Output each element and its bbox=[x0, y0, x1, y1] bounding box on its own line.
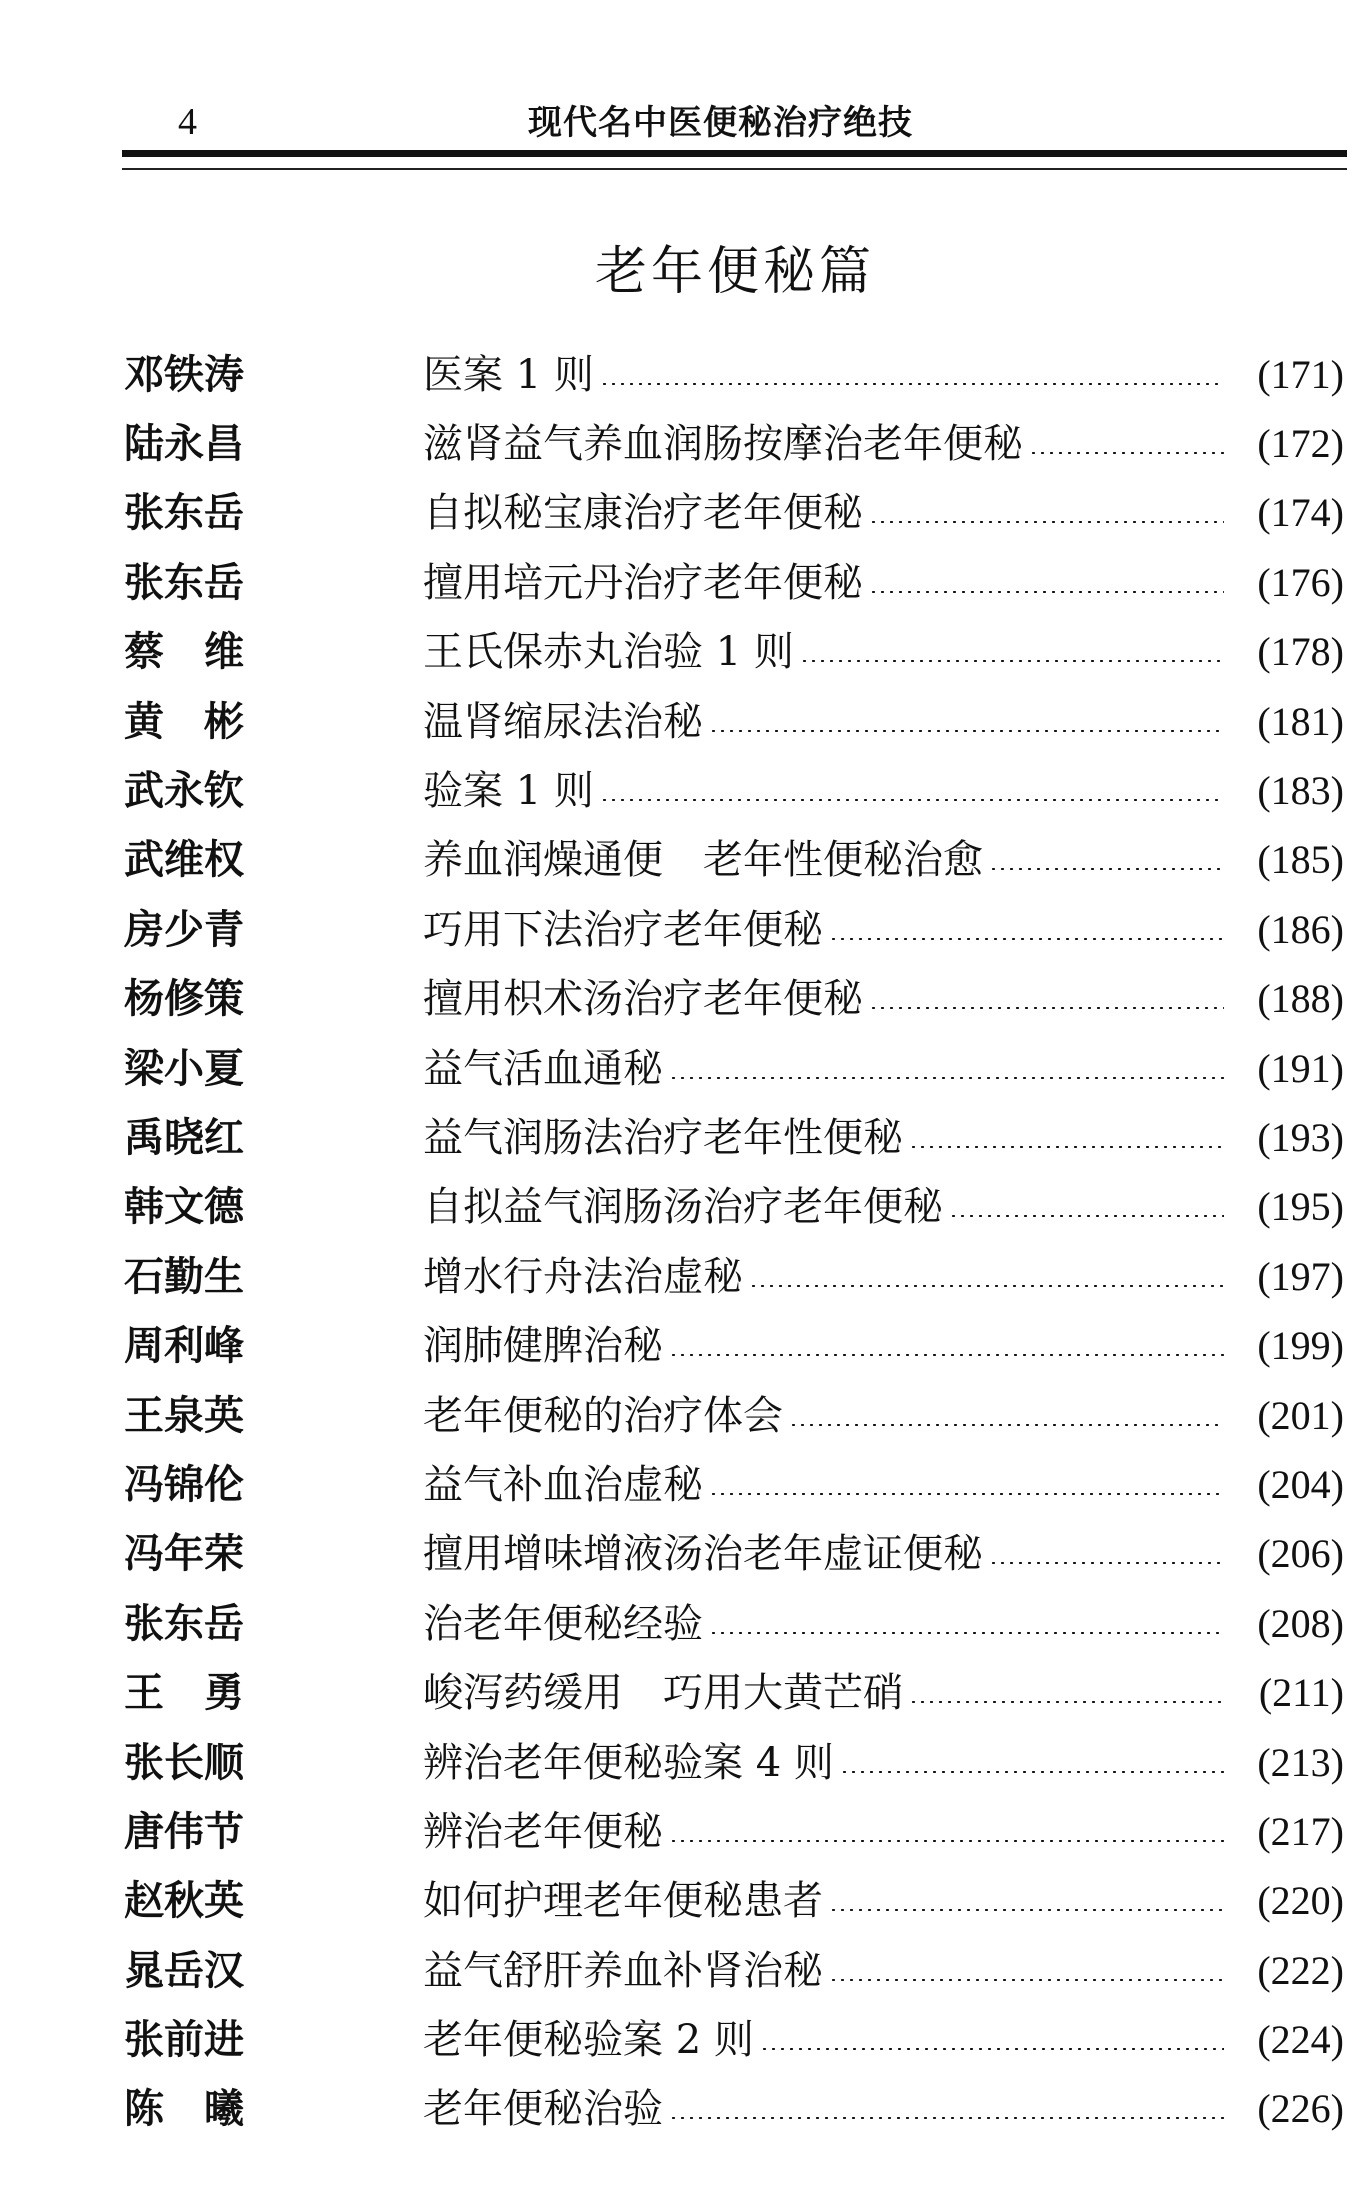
toc-row bbox=[124, 1797, 1344, 1866]
toc-row bbox=[124, 1867, 1344, 1936]
page-header bbox=[122, 96, 1347, 156]
dot-leader bbox=[909, 1701, 1224, 1703]
toc-entry-title: 老年便秘验案 2 则 bbox=[423, 2017, 754, 2064]
toc-entry-title: 医案 1 则 bbox=[423, 351, 594, 398]
toc-author: 张东岳 bbox=[124, 559, 244, 606]
dot-leader bbox=[600, 799, 1224, 801]
toc-author: 禹晓红 bbox=[124, 1114, 244, 1161]
dot-leader bbox=[909, 1146, 1224, 1148]
toc-entry-title: 巧用下法治疗老年便秘 bbox=[423, 906, 823, 953]
toc-entry-title: 益气润肠法治疗老年性便秘 bbox=[423, 1114, 903, 1161]
toc-row bbox=[124, 895, 1344, 964]
toc-author: 梁小夏 bbox=[124, 1045, 244, 1092]
toc-row bbox=[124, 826, 1344, 895]
toc-author: 张长顺 bbox=[124, 1739, 244, 1786]
toc-entry-title: 如何护理老年便秘患者 bbox=[423, 1878, 823, 1925]
toc-page-ref: (226) bbox=[1257, 2086, 1344, 2132]
dot-leader bbox=[600, 383, 1224, 385]
toc-author: 武永钦 bbox=[124, 768, 244, 815]
toc-entry-title: 老年便秘的治疗体会 bbox=[423, 1392, 783, 1439]
dot-leader bbox=[989, 868, 1224, 870]
toc-page-ref: (206) bbox=[1257, 1531, 1344, 1577]
toc-author: 冯年荣 bbox=[124, 1531, 244, 1578]
toc-row bbox=[124, 1381, 1344, 1450]
toc-page-ref: (171) bbox=[1257, 351, 1344, 397]
toc-page-ref: (185) bbox=[1257, 837, 1344, 883]
toc-page-ref: (183) bbox=[1257, 768, 1344, 814]
toc-page-ref: (174) bbox=[1257, 490, 1344, 536]
running-title: 现代名中医便秘治疗绝技 bbox=[528, 103, 913, 143]
toc-author: 黄 彬 bbox=[124, 698, 244, 745]
toc-author: 赵秋英 bbox=[124, 1878, 244, 1925]
toc-row bbox=[124, 1589, 1344, 1658]
toc-page-ref: (222) bbox=[1257, 1947, 1344, 1993]
toc-author: 蔡 维 bbox=[124, 629, 244, 676]
toc-row bbox=[124, 1173, 1344, 1242]
toc-page-ref: (217) bbox=[1257, 1808, 1344, 1854]
dot-leader bbox=[840, 1771, 1224, 1773]
toc-page-ref: (193) bbox=[1257, 1114, 1344, 1160]
toc-author: 周利峰 bbox=[124, 1323, 244, 1370]
toc-author: 韩文德 bbox=[124, 1184, 244, 1231]
toc-author: 张东岳 bbox=[124, 1600, 244, 1647]
toc-entry-title: 验案 1 则 bbox=[423, 768, 594, 815]
dot-leader bbox=[1029, 452, 1224, 454]
toc-entry-title: 自拟秘宝康治疗老年便秘 bbox=[423, 490, 863, 537]
toc-row bbox=[124, 1728, 1344, 1797]
toc-entry-title: 擅用培元丹治疗老年便秘 bbox=[423, 559, 863, 606]
dot-leader bbox=[869, 1007, 1224, 1009]
toc-row bbox=[124, 756, 1344, 825]
toc-author: 张东岳 bbox=[124, 490, 244, 537]
dot-leader bbox=[989, 1562, 1224, 1564]
toc-entry-title: 养血润燥通便 老年性便秘治愈 bbox=[423, 837, 983, 884]
dot-leader bbox=[800, 660, 1224, 662]
dot-leader bbox=[829, 1979, 1224, 1981]
header-rule-thin bbox=[122, 168, 1347, 170]
toc-page-ref: (176) bbox=[1257, 559, 1344, 605]
toc-entry-title: 润肺健脾治秘 bbox=[423, 1323, 663, 1370]
toc-page-ref: (172) bbox=[1257, 421, 1344, 467]
dot-leader bbox=[869, 591, 1224, 593]
toc-row bbox=[124, 1658, 1344, 1727]
toc-row bbox=[124, 1936, 1344, 2005]
toc-row bbox=[124, 1242, 1344, 1311]
toc-entry-title: 滋肾益气养血润肠按摩治老年便秘 bbox=[423, 421, 1023, 468]
toc-row bbox=[124, 1311, 1344, 1380]
page-number: 4 bbox=[178, 101, 197, 143]
toc-page-ref: (208) bbox=[1257, 1600, 1344, 1646]
toc-entry-title: 擅用枳术汤治疗老年便秘 bbox=[423, 976, 863, 1023]
toc-row bbox=[124, 965, 1344, 1034]
dot-leader bbox=[749, 1285, 1224, 1287]
dot-leader bbox=[669, 1354, 1224, 1356]
toc-entry-title: 老年便秘治验 bbox=[423, 2086, 663, 2133]
toc-row bbox=[124, 409, 1344, 478]
toc-page-ref: (213) bbox=[1257, 1739, 1344, 1785]
toc-entry-title: 辨治老年便秘验案 4 则 bbox=[423, 1739, 834, 1786]
toc-page-ref: (224) bbox=[1257, 2017, 1344, 2063]
toc-author: 邓铁涛 bbox=[124, 351, 244, 398]
toc-row bbox=[124, 479, 1344, 548]
toc-entry-title: 自拟益气润肠汤治疗老年便秘 bbox=[423, 1184, 943, 1231]
toc-row bbox=[124, 1520, 1344, 1589]
toc-author: 晁岳汉 bbox=[124, 1947, 244, 1994]
toc-author: 唐伟节 bbox=[124, 1808, 244, 1855]
toc-entry-title: 益气补血治虚秘 bbox=[423, 1461, 703, 1508]
header-rule-thick bbox=[122, 150, 1347, 157]
dot-leader bbox=[869, 521, 1224, 523]
toc-page-ref: (204) bbox=[1257, 1461, 1344, 1507]
toc-row bbox=[124, 1450, 1344, 1519]
dot-leader bbox=[669, 1840, 1224, 1842]
toc-row bbox=[124, 618, 1344, 687]
toc-entry-title: 擅用增味增液汤治老年虚证便秘 bbox=[423, 1531, 983, 1578]
dot-leader bbox=[709, 730, 1224, 732]
toc-row bbox=[124, 1103, 1344, 1172]
dot-leader bbox=[709, 1493, 1224, 1495]
toc-entry-title: 峻泻药缓用 巧用大黄芒硝 bbox=[423, 1670, 903, 1717]
toc-author: 王 勇 bbox=[124, 1670, 244, 1717]
dot-leader bbox=[789, 1424, 1224, 1426]
toc-page-ref: (181) bbox=[1257, 698, 1344, 744]
toc-page-ref: (191) bbox=[1257, 1045, 1344, 1091]
toc-page-ref: (201) bbox=[1257, 1392, 1344, 1438]
toc-entry-title: 治老年便秘经验 bbox=[423, 1600, 703, 1647]
dot-leader bbox=[669, 1077, 1224, 1079]
toc-author: 陈 曦 bbox=[124, 2086, 244, 2133]
dot-leader bbox=[829, 938, 1224, 940]
toc-author: 武维权 bbox=[124, 837, 244, 884]
toc-page-ref: (220) bbox=[1257, 1878, 1344, 1924]
toc-row bbox=[124, 2005, 1344, 2074]
toc-entry-title: 辨治老年便秘 bbox=[423, 1808, 663, 1855]
toc-row bbox=[124, 1034, 1344, 1103]
toc-entry-title: 益气活血通秘 bbox=[423, 1045, 663, 1092]
toc-row bbox=[124, 2075, 1344, 2144]
toc-row bbox=[124, 687, 1344, 756]
toc-author: 陆永昌 bbox=[124, 421, 244, 468]
toc-row bbox=[124, 340, 1344, 409]
toc-page-ref: (188) bbox=[1257, 976, 1344, 1022]
toc-author: 房少青 bbox=[124, 906, 244, 953]
toc-entry-title: 益气舒肝养血补肾治秘 bbox=[423, 1947, 823, 1994]
toc-page-ref: (178) bbox=[1257, 629, 1344, 675]
toc-page-ref: (211) bbox=[1258, 1670, 1344, 1716]
toc-entry-title: 温肾缩尿法治秘 bbox=[423, 698, 703, 745]
toc-author: 冯锦伦 bbox=[124, 1461, 244, 1508]
toc-page-ref: (197) bbox=[1257, 1253, 1344, 1299]
dot-leader bbox=[669, 2117, 1224, 2119]
table-of-contents bbox=[124, 340, 1344, 2144]
dot-leader bbox=[760, 2048, 1224, 2050]
toc-page-ref: (186) bbox=[1257, 906, 1344, 952]
toc-page-ref: (199) bbox=[1257, 1323, 1344, 1369]
toc-page-ref: (195) bbox=[1257, 1184, 1344, 1230]
dot-leader bbox=[709, 1632, 1224, 1634]
toc-author: 杨修策 bbox=[124, 976, 244, 1023]
toc-author: 张前进 bbox=[124, 2017, 244, 2064]
toc-entry-title: 王氏保赤丸治验 1 则 bbox=[423, 629, 794, 676]
toc-row bbox=[124, 548, 1344, 617]
toc-author: 王泉英 bbox=[124, 1392, 244, 1439]
toc-entry-title: 增水行舟法治虚秘 bbox=[423, 1253, 743, 1300]
toc-author: 石勤生 bbox=[124, 1253, 244, 1300]
section-title: 老年便秘篇 bbox=[594, 242, 875, 302]
dot-leader bbox=[949, 1215, 1224, 1217]
dot-leader bbox=[829, 1909, 1224, 1911]
